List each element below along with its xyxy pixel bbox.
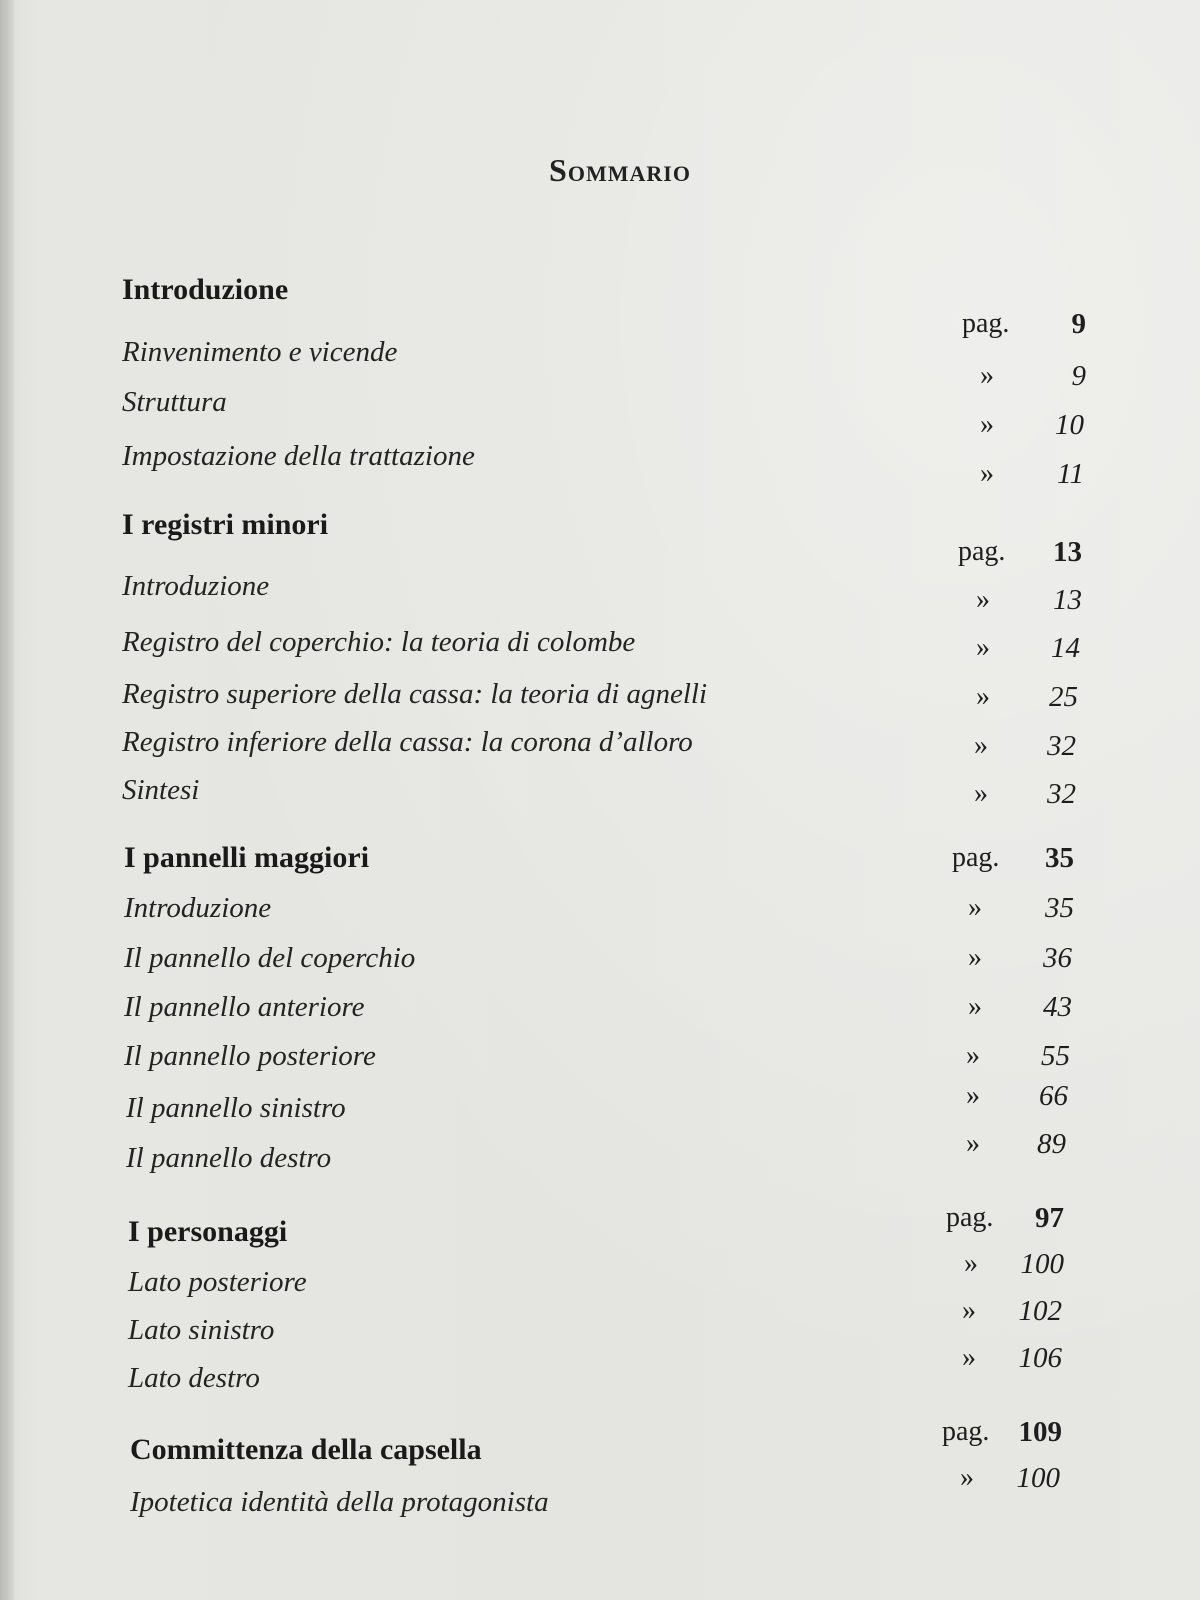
- toc-entry: [0, 1036, 1200, 1076]
- toc-entry-label: Registro inferiore della cassa: la corona d’alloro: [122, 726, 693, 758]
- page-number: 13: [1053, 536, 1082, 568]
- page-number: 100: [1016, 1462, 1060, 1494]
- page-number: 97: [1035, 1202, 1064, 1234]
- toc-entry-label: Struttura: [122, 386, 227, 418]
- ditto-mark: »: [966, 1128, 980, 1159]
- ditto-mark: »: [966, 1080, 980, 1111]
- ditto-mark: »: [964, 1248, 978, 1279]
- toc-entry-label: Ipotetica identità della protagonista: [130, 1486, 549, 1518]
- page-number: 32: [1047, 778, 1076, 810]
- toc-heading-label: Introduzione: [122, 273, 289, 306]
- toc-heading-pannelli-maggiori: [0, 838, 1200, 878]
- toc-entry-label: Lato destro: [128, 1362, 260, 1394]
- toc-entry-pageref: [0, 726, 1200, 766]
- toc-entry: [0, 888, 1200, 928]
- page-number: 43: [1043, 991, 1072, 1023]
- page-ref-label: pag.: [952, 842, 1000, 873]
- toc-entry-pageref: [0, 1076, 1200, 1116]
- toc-entry-label: Il pannello del coperchio: [124, 942, 416, 974]
- toc-entry-label: Sintesi: [122, 774, 200, 806]
- page-ref-label: pag.: [946, 1202, 994, 1233]
- ditto-mark: »: [968, 991, 982, 1022]
- toc-entry-pageref: [0, 628, 1200, 668]
- toc-entry-label: Registro del coperchio: la teoria di colombe: [122, 626, 636, 658]
- page-number: 35: [1045, 842, 1074, 874]
- ditto-mark: »: [980, 360, 994, 391]
- toc-entry-pageref: [0, 1124, 1200, 1164]
- page-number: 9: [1071, 308, 1086, 340]
- toc-heading-label: I registri minori: [122, 508, 329, 541]
- page-number: 10: [1055, 409, 1084, 441]
- ditto-mark: »: [974, 778, 988, 809]
- page-number: 109: [1018, 1416, 1062, 1448]
- page-number: 106: [1018, 1342, 1062, 1374]
- toc-entry-label: Il pannello posteriore: [124, 1040, 376, 1072]
- ditto-mark: »: [980, 409, 994, 440]
- ditto-mark: »: [962, 1342, 976, 1373]
- page-number: 9: [1071, 360, 1086, 392]
- ditto-mark: »: [960, 1462, 974, 1493]
- ditto-mark: »: [976, 632, 990, 663]
- toc-entry-pageref: [0, 774, 1200, 814]
- page-number: 36: [1043, 942, 1072, 974]
- ditto-mark: »: [980, 458, 994, 489]
- ditto-mark: »: [968, 942, 982, 973]
- toc-entry: [0, 938, 1200, 978]
- ditto-mark: »: [976, 681, 990, 712]
- page-number: 35: [1045, 892, 1074, 924]
- toc-entry-pageref: [0, 677, 1200, 717]
- ditto-mark: »: [974, 730, 988, 761]
- page-number: 66: [1039, 1080, 1068, 1112]
- toc-heading-label: Committenza della capsella: [130, 1433, 482, 1466]
- page-number: 13: [1053, 584, 1082, 616]
- toc-entry-label: Il pannello anteriore: [124, 991, 365, 1023]
- toc-heading-label: I personaggi: [128, 1215, 288, 1248]
- toc-heading-label: I pannelli maggiori: [124, 841, 370, 874]
- ditto-mark: »: [968, 892, 982, 923]
- page-number: 102: [1018, 1295, 1062, 1327]
- toc-entry-label: Registro superiore della cassa: la teoria di agnelli: [122, 678, 708, 710]
- page-number: 55: [1041, 1040, 1070, 1072]
- toc-entry-label: Il pannello sinistro: [126, 1092, 346, 1124]
- ditto-mark: »: [966, 1040, 980, 1071]
- toc-entry: [0, 1482, 1200, 1522]
- toc-entry-label: Introduzione: [122, 570, 270, 602]
- toc-entry-label: Lato sinistro: [128, 1314, 275, 1346]
- page-number: 100: [1020, 1248, 1064, 1280]
- page-number: 89: [1037, 1128, 1066, 1160]
- toc-entry-label: Introduzione: [124, 892, 272, 924]
- ditto-mark: »: [976, 584, 990, 615]
- toc-entry-label: Lato posteriore: [128, 1266, 307, 1298]
- page-ref-label: pag.: [962, 308, 1010, 339]
- toc-entry-pageref: [0, 580, 1200, 620]
- toc-entry: [0, 987, 1200, 1027]
- ditto-mark: »: [962, 1295, 976, 1326]
- toc-entry-label: Impostazione della trattazione: [122, 440, 475, 472]
- toc-entry-label: Il pannello destro: [126, 1142, 332, 1174]
- page-number: 25: [1049, 681, 1078, 713]
- page-number: 11: [1057, 458, 1084, 490]
- toc-entry-pageref: [0, 454, 1200, 494]
- page-number: 32: [1047, 730, 1076, 762]
- page-title: Sommario: [549, 152, 691, 188]
- page-ref-label: pag.: [958, 536, 1006, 567]
- toc-entry-label: Rinvenimento e vicende: [122, 336, 398, 368]
- page-ref-label: pag.: [942, 1416, 990, 1447]
- toc-entry: [0, 1358, 1200, 1398]
- page-number: 14: [1051, 632, 1080, 664]
